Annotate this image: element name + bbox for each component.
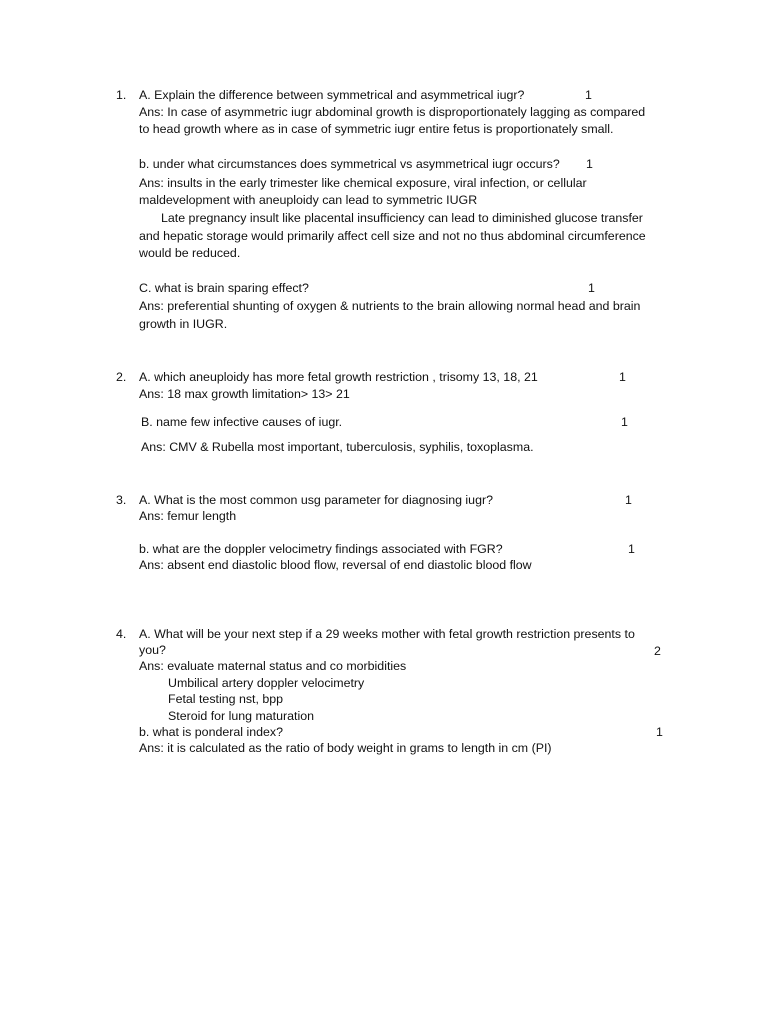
question-text-continued: you? [139,643,166,657]
answer-line: Late pregnancy insult like placental insufficiency can lead to diminished glucose transfer [161,211,643,225]
question-text: B. name few infective causes of iugr. [141,415,343,429]
question-text: A. which aneuploidy has more fetal growth restriction , trisomy 13, 18, 21 [139,370,538,384]
answer-line: Ans: insults in the early trimester like chemical exposure, viral infection, or cellular [139,176,587,190]
question-text: A. What is the most common usg parameter for diagnosing iugr? [139,493,493,507]
answer-line: Steroid for lung maturation [168,709,315,723]
marks-value: 1 [621,415,628,429]
question-number: 3. [116,493,127,507]
answer-line: Fetal testing nst, bpp [168,692,284,706]
question-text: b. under what circumstances does symmetrical vs asymmetrical iugr occurs? [139,157,560,171]
marks-value: 1 [628,542,635,556]
question-number: 4. [116,627,127,641]
question-number: 1. [116,88,127,102]
question-number: 2. [116,370,127,384]
answer-line: Umbilical artery doppler velocimetry [168,676,365,690]
answer-line: Ans: evaluate maternal status and co morbidities [139,659,407,673]
marks-value: 1 [625,493,632,507]
answer-line: Ans: it is calculated as the ratio of body weight in grams to length in cm (PI) [139,741,552,755]
question-text: C. what is brain sparing effect? [139,281,309,295]
marks-value: 1 [585,88,592,102]
marks-value: 1 [619,370,626,384]
answer-line: Ans: 18 max growth limitation> 13> 21 [139,387,350,401]
question-text: A. What will be your next step if a 29 weeks mother with fetal growth restriction presents to [139,627,635,641]
answer-line: and hepatic storage would primarily affect cell size and not no thus abdominal circumference [139,229,646,243]
answer-line: Ans: femur length [139,509,237,523]
marks-value: 1 [656,725,663,739]
marks-value: 1 [588,281,595,295]
answer-line: would be reduced. [139,246,241,260]
answer-line: to head growth where as in case of symmetric iugr entire fetus is proportionately small. [139,122,614,136]
question-text: b. what is ponderal index? [139,725,283,739]
answer-line: Ans: In case of asymmetric iugr abdominal growth is disproportionately lagging as compared [139,105,646,119]
answer-line: maldevelopment with aneuploidy can lead to symmetric IUGR [139,193,478,207]
marks-value: 2 [654,644,661,658]
marks-value: 1 [586,157,593,171]
answer-line: Ans: CMV & Rubella most important, tuberculosis, syphilis, toxoplasma. [141,440,534,454]
question-text: b. what are the doppler velocimetry findings associated with FGR? [139,542,503,556]
answer-line: Ans: preferential shunting of oxygen & nutrients to the brain allowing normal head and brain [139,299,641,313]
question-text: A. Explain the difference between symmetrical and asymmetrical iugr? [139,88,525,102]
answer-line: Ans: absent end diastolic blood flow, reversal of end diastolic blood flow [139,558,532,572]
answer-line: growth in IUGR. [139,317,228,331]
